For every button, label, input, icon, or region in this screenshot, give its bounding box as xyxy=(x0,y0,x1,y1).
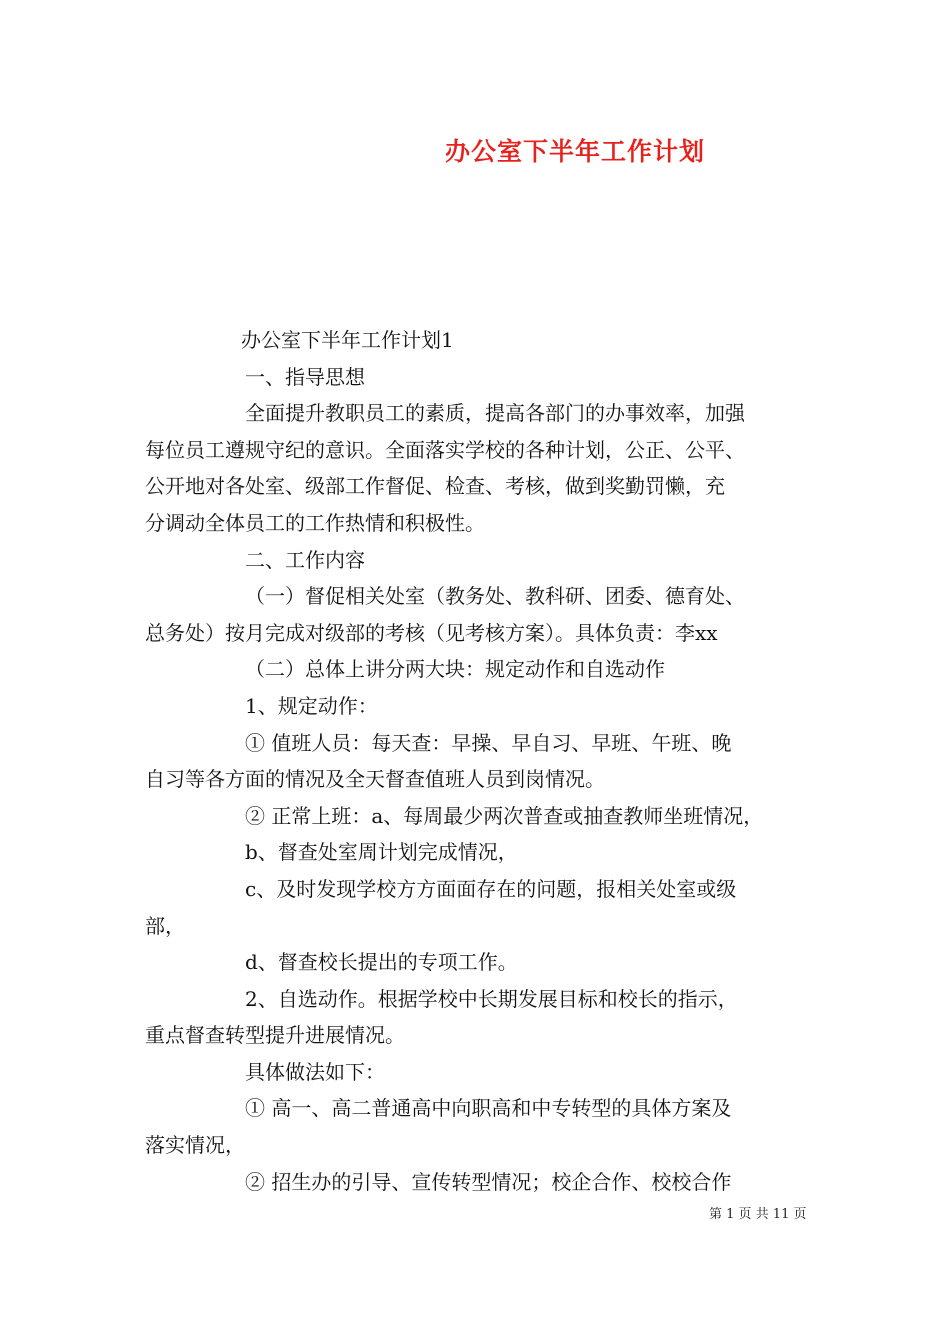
section-heading: 办公室下半年工作计划1 xyxy=(241,328,454,352)
paragraph-line: 2、自选动作。根据学校中长期发展目标和校长的指示， xyxy=(245,986,738,1011)
paragraph-line: 具体做法如下： xyxy=(245,1059,385,1084)
paragraph-line: 落实情况， xyxy=(145,1133,245,1158)
paragraph-line: 每位员工遵规守纪的意识。全面落实学校的各种计划，公正、公平、 xyxy=(145,437,745,462)
paragraph-line: 二、工作内容 xyxy=(245,547,365,572)
document-body xyxy=(145,322,810,1200)
paragraph-line: ① 高一、高二普通高中向职高和中专转型的具体方案及 xyxy=(245,1096,732,1121)
paragraph-line: ① 值班人员：每天查：早操、早自习、早班、午班、晚 xyxy=(245,730,732,755)
paragraph-line: 部， xyxy=(145,913,185,938)
paragraph-line: （一）督促相关处室（教务处、教科研、团委、德育处、 xyxy=(245,584,745,609)
paragraph-line: ② 招生办的引导、宣传转型情况；校企合作、校校合作 xyxy=(245,1169,732,1194)
paragraph-line: b、督查处室周计划完成情况， xyxy=(245,840,518,865)
paragraph-line: d、督查校长提出的专项工作。 xyxy=(245,950,518,975)
paragraph-line: 全面提升教职员工的素质，提高各部门的办事效率，加强 xyxy=(245,401,745,426)
paragraph-line: 公开地对各处室、级部工作督促、检查、考核，做到奖勤罚懒，充 xyxy=(145,474,725,499)
paragraph-line: c、及时发现学校方方面面存在的问题，报相关处室或级 xyxy=(245,876,737,901)
paragraph-line: ② 正常上班：a、每周最少两次普查或抽查教师坐班情况， xyxy=(245,803,764,828)
paragraph-line: 一、指导思想 xyxy=(245,364,365,389)
document-title: 办公室下半年工作计划 xyxy=(444,137,705,166)
paragraph-line: 总务处）按月完成对级部的考核（见考核方案）。具体负责：李xx xyxy=(145,620,718,645)
paragraph-line: 1、规定动作： xyxy=(245,693,378,718)
paragraph-line: 重点督查转型提升进展情况。 xyxy=(145,1023,405,1048)
page-footer: 第 1 页 共 11 页 xyxy=(709,1207,807,1222)
paragraph-line: （二）总体上讲分两大块：规定动作和自选动作 xyxy=(245,657,665,682)
paragraph-line: 自习等各方面的情况及全天督查值班人员到岗情况。 xyxy=(145,767,605,792)
paragraph-line: 分调动全体员工的工作热情和积极性。 xyxy=(145,510,485,535)
